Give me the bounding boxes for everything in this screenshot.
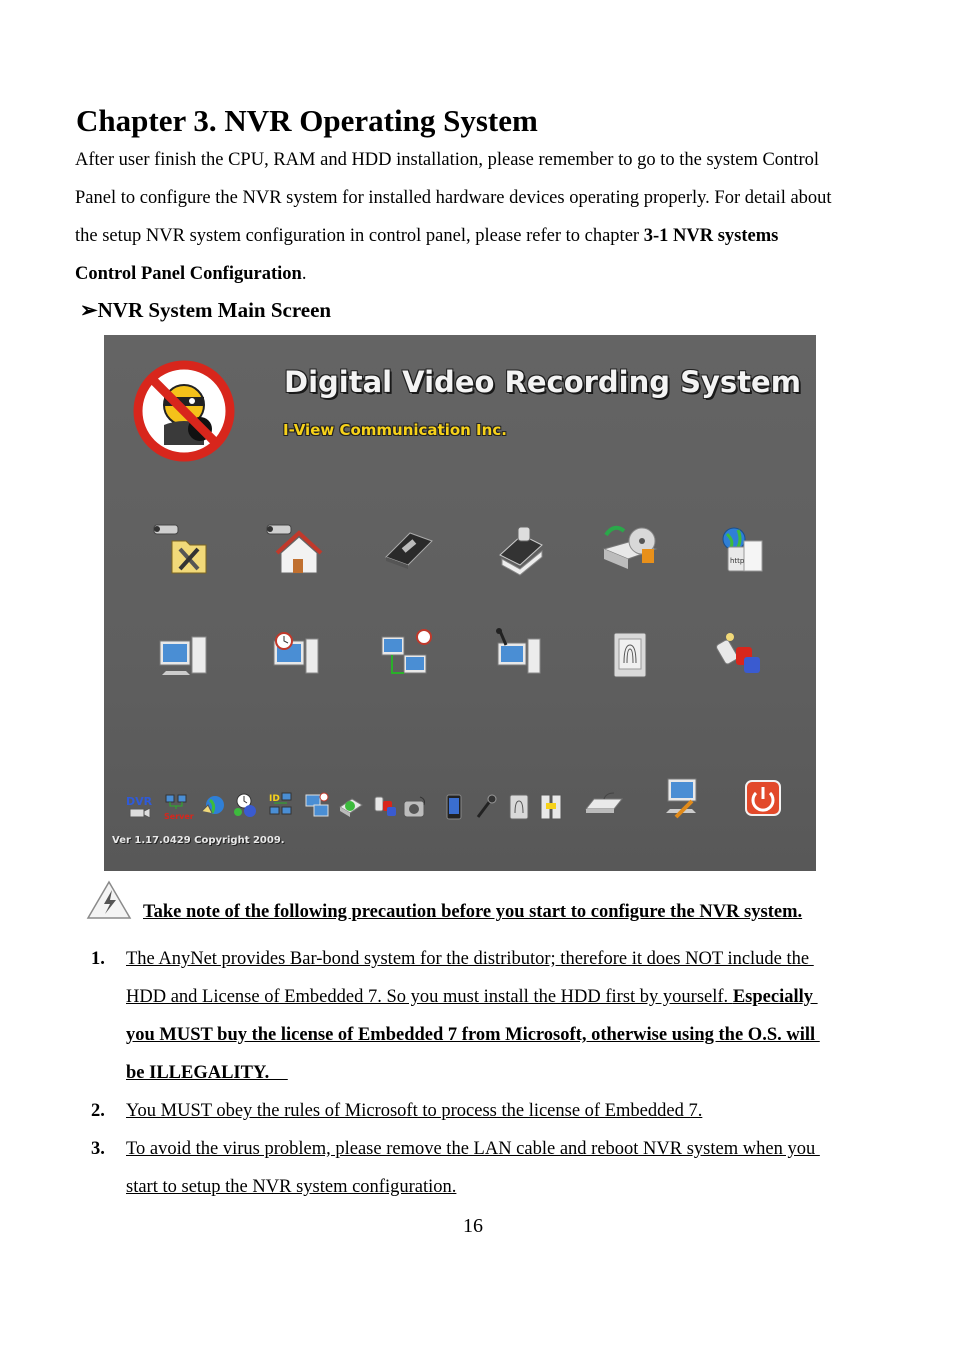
dvr-label: DVR — [126, 795, 153, 808]
intro-chapter-ref: 3-1 NVR systems — [643, 226, 779, 246]
network-schedule-icon[interactable] — [380, 627, 436, 683]
computer-schedule-icon[interactable] — [304, 791, 330, 819]
intro-line-1: After user finish the CPU, RAM and HDD installation, please remember to go to the system Control — [75, 150, 819, 170]
item-3-line-1: To avoid the virus problem, please remove the LAN cable and reboot NVR system when you — [126, 1139, 820, 1159]
screen-subtitle: I-View Communication Inc. — [283, 421, 507, 439]
globe-network-icon[interactable] — [200, 791, 226, 819]
web-http-icon[interactable] — [714, 519, 770, 575]
intro-line-4-end: . — [301, 264, 307, 284]
page-number: 16 — [463, 1215, 483, 1237]
audio-computer-icon[interactable] — [492, 627, 548, 683]
hand-disk-icon[interactable] — [492, 519, 548, 575]
item-2-number: 2. — [91, 1101, 105, 1121]
section-heading — [80, 298, 331, 323]
disk-refresh-icon[interactable] — [338, 793, 364, 821]
clock-network-icon[interactable] — [232, 791, 258, 819]
caution-warning-icon — [86, 880, 132, 920]
mobile-phone-icon[interactable] — [442, 793, 468, 821]
intro-line-2: Panel to configure the NVR system for installed hardware devices operating properly. For detail about — [75, 188, 832, 208]
chapter-title: Chapter 3. NVR Operating System — [76, 103, 538, 138]
computer-tools-icon[interactable] — [662, 775, 706, 819]
power-button-icon[interactable] — [744, 779, 782, 819]
item-1-number: 1. — [91, 949, 105, 969]
screen-title: Digital Video Recording System — [284, 365, 801, 399]
schedule-computer-icon[interactable] — [270, 627, 326, 683]
io-connector-icon[interactable] — [538, 793, 564, 821]
item-1-line-3: you MUST buy the license of Embedded 7 from Microsoft, otherwise using the O.S. will — [126, 1025, 820, 1045]
backup-disc-icon[interactable] — [602, 519, 658, 575]
camera-home-icon[interactable] — [265, 519, 321, 575]
item-1-line-2-bold: Especially — [732, 987, 818, 1007]
item-3-line-2: start to setup the NVR system configuration. — [126, 1177, 457, 1197]
usb-small-icon[interactable] — [372, 791, 398, 819]
item-2-line-1: You MUST obey the rules of Microsoft to process the license of Embedded 7. — [126, 1101, 703, 1121]
camera-settings-icon[interactable] — [152, 519, 208, 575]
no-thief-logo-icon — [134, 361, 234, 461]
item-1-line-2 — [126, 987, 818, 1008]
audio-device-icon[interactable] — [402, 793, 428, 821]
computer-icon[interactable] — [156, 627, 212, 683]
fingerprint-panel-icon[interactable] — [604, 627, 660, 683]
arrow-bullet-icon: ➢ — [80, 298, 98, 322]
dvr-icon[interactable] — [124, 793, 158, 821]
intro-line-4 — [75, 264, 306, 285]
http-label: http — [730, 557, 745, 565]
section-heading-text: NVR System Main Screen — [97, 298, 332, 322]
id-network-icon[interactable] — [268, 791, 294, 819]
version-text: Ver 1.17.0429 Copyright 2009. — [112, 835, 285, 846]
item-3-number: 3. — [91, 1139, 105, 1159]
disk-drive-icon[interactable] — [380, 519, 436, 575]
nvr-main-screen — [104, 335, 816, 871]
server-network-icon[interactable] — [164, 793, 194, 821]
intro-section-ref: Control Panel Configuration — [75, 264, 302, 284]
intro-line-3 — [75, 226, 778, 247]
svg-text:ID: ID — [269, 794, 280, 804]
keyboard-icon[interactable] — [584, 791, 624, 819]
item-1-line-2-text: HDD and License of Embedded 7. So you must install the HDD first by yourself. — [126, 987, 733, 1007]
fingerprint-small-icon[interactable] — [506, 793, 532, 821]
microphone-icon[interactable] — [474, 793, 500, 821]
usb-device-icon[interactable] — [714, 627, 770, 683]
intro-line-3-text: the setup NVR system configuration in control panel, please refer to chapter — [75, 226, 644, 246]
caution-text: Take note of the following precaution before you start to configure the NVR system. — [143, 902, 803, 922]
server-label: Server — [164, 812, 194, 821]
item-1-line-4: be ILLEGALITY. — [126, 1063, 288, 1083]
item-1-line-1: The AnyNet provides Bar-bond system for the distributor; therefore it does NOT include the — [126, 949, 814, 969]
